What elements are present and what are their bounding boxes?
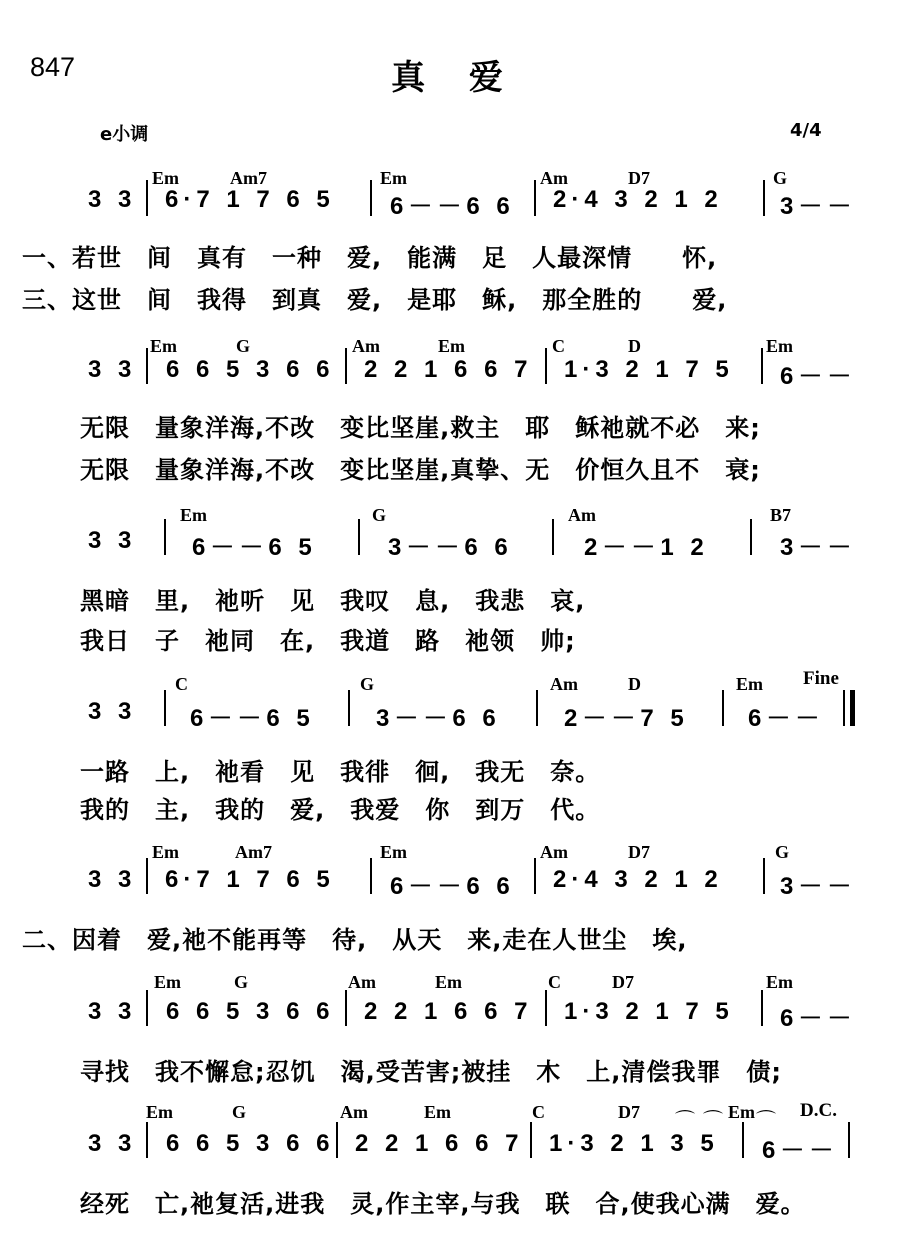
barline (534, 858, 536, 894)
barline (146, 990, 148, 1026)
chord: Am7 (235, 842, 272, 862)
lyric-line: 我日 子 祂同 在, 我道 路 祂领 帅; (80, 627, 576, 655)
measure-notes: 6－－ (762, 1137, 839, 1164)
time-signature: 4/4 (790, 120, 822, 141)
barline (536, 690, 538, 726)
measure-notes: 3－－6 6 (388, 534, 513, 561)
chord: Em (766, 972, 793, 992)
measure-notes: 6－－6 5 (190, 705, 315, 732)
barline (370, 858, 372, 894)
lyric-line: 经死 亡,祂复活,进我 灵,作主宰,与我 联 合,使我心满 爱。 (80, 1190, 806, 1218)
pickup-notes: 3 3 (88, 998, 137, 1025)
chord: Am (348, 972, 376, 992)
key-signature: e小调 (100, 124, 149, 145)
lyric-line: 黑暗 里, 祂听 见 我叹 息, 我悲 哀, (80, 587, 586, 615)
measure-notes: 3－－ (780, 193, 857, 220)
chord: Em (736, 674, 763, 694)
barline (348, 690, 350, 726)
barline (545, 990, 547, 1026)
lyric-line: 二、因着 爱,祂不能再等 待, 从天 来,走在人世尘 埃, (22, 926, 688, 954)
chord: C (548, 972, 561, 992)
pickup-notes: 3 3 (88, 1130, 137, 1157)
chord: D7 (612, 972, 634, 992)
measure-notes: 6－－6 6 (390, 873, 515, 900)
chord: Em (435, 972, 462, 992)
chord: G (236, 336, 251, 356)
final-barline-thick (850, 690, 855, 726)
chord: C (552, 336, 565, 356)
measure-notes: 6－－6 5 (192, 534, 317, 561)
lyric-line: 一路 上, 祂看 见 我徘 徊, 我无 奈。 (80, 758, 601, 786)
barline (146, 348, 148, 384)
page-number: 847 (30, 52, 76, 82)
measure-notes: 2 2 1 6 6 7 (364, 998, 533, 1025)
chord: Em (424, 1102, 451, 1122)
measure-notes: 2 2 1 6 6 7 (355, 1130, 524, 1157)
lyric-line: 无限 量象洋海,不改 变比坚崖,救主 耶 稣祂就不必 来; (80, 414, 761, 442)
end-barline (848, 1122, 850, 1158)
measure-notes: 6 6 5 3 6 6 (166, 998, 335, 1025)
chord: Em (180, 505, 207, 525)
lyric-line: 无限 量象洋海,不改 变比坚崖,真挚、无 价恒久且不 衰; (80, 456, 761, 484)
measure-notes: 2·4 3 2 1 2 (553, 186, 723, 213)
barline (164, 690, 166, 726)
lyric-line: 我的 主, 我的 爱, 我爱 你 到万 代。 (80, 796, 601, 824)
chord: Em (380, 842, 407, 862)
chord: Am (540, 168, 568, 188)
measure-notes: 6 6 5 3 6 6 (166, 356, 335, 383)
measure-notes: 3－－6 6 (376, 705, 501, 732)
barline (146, 1122, 148, 1158)
barline (370, 180, 372, 216)
pickup-notes: 3 3 (88, 356, 137, 383)
barline (761, 348, 763, 384)
chord: Am (568, 505, 596, 525)
measure-notes: 6－－ (748, 705, 825, 732)
barline (534, 180, 536, 216)
fermata-icon: ⌒ (703, 1108, 723, 1132)
chord: D7 (618, 1102, 640, 1122)
barline (345, 348, 347, 384)
measure-notes: 1·3 2 1 3 5 (549, 1130, 719, 1157)
chord: D7 (628, 842, 650, 862)
measure-notes: 3－－ (780, 534, 857, 561)
chord: Em (154, 972, 181, 992)
chord: C (532, 1102, 545, 1122)
chord: Em (438, 336, 465, 356)
barline (750, 519, 752, 555)
chord: G (232, 1102, 247, 1122)
fermata-icon: ⌒ (756, 1108, 776, 1132)
chord: G (372, 505, 387, 525)
lyric-line: 三、这世 间 我得 到真 爱, 是耶 稣, 那全胜的 爱, (22, 286, 728, 314)
chord: Am (550, 674, 578, 694)
chord: Em (152, 842, 179, 862)
lyric-line: 一、若世 间 真有 一种 爱, 能满 足 人最深情 怀, (22, 244, 718, 272)
barline (763, 180, 765, 216)
chord: Am (540, 842, 568, 862)
barline (164, 519, 166, 555)
measure-notes: 2－－1 2 (584, 534, 709, 561)
chord: D (628, 674, 641, 694)
chord: Em (766, 336, 793, 356)
chord: Em (150, 336, 177, 356)
barline (742, 1122, 744, 1158)
barline (545, 348, 547, 384)
chord: D (628, 336, 641, 356)
final-barline-thin (843, 690, 845, 726)
measure-notes: 6－－ (780, 363, 857, 390)
measure-notes: 2 2 1 6 6 7 (364, 356, 533, 383)
barline (763, 858, 765, 894)
barline (530, 1122, 532, 1158)
measure-notes: 6－－ (780, 1005, 857, 1032)
chord: G (360, 674, 375, 694)
chord: C (175, 674, 188, 694)
measure-notes: 1·3 2 1 7 5 (564, 356, 734, 383)
chord: Am (340, 1102, 368, 1122)
chord: Am7 (230, 168, 267, 188)
measure-notes: 6·7 1 7 6 5 (165, 866, 335, 893)
barline (345, 990, 347, 1026)
fermata-icon: ⌒ (675, 1108, 695, 1132)
pickup-notes: 3 3 (88, 698, 137, 725)
chord: G (234, 972, 249, 992)
lyric-line: 寻找 我不懈怠;忍饥 渴,受苦害;被挂 木 上,清偿我罪 债; (80, 1058, 783, 1086)
measure-notes: 6 6 5 3 6 6 (166, 1130, 335, 1157)
chord: Em (380, 168, 407, 188)
pickup-notes: 3 3 (88, 186, 137, 213)
pickup-notes: 3 3 (88, 866, 137, 893)
barline (146, 858, 148, 894)
chord: D7 (628, 168, 650, 188)
fine-marking: Fine (803, 668, 839, 689)
barline (358, 519, 360, 555)
measure-notes: 2－－7 5 (564, 705, 689, 732)
chord: Em (152, 168, 179, 188)
measure-notes: 2·4 3 2 1 2 (553, 866, 723, 893)
pickup-notes: 3 3 (88, 527, 137, 554)
chord: B7 (770, 505, 792, 525)
chord: G (775, 842, 790, 862)
barline (552, 519, 554, 555)
chord: Am (352, 336, 380, 356)
measure-notes: 1·3 2 1 7 5 (564, 998, 734, 1025)
chord: Em (146, 1102, 173, 1122)
measure-notes: 6·7 1 7 6 5 (165, 186, 335, 213)
chord: G (773, 168, 788, 188)
barline (722, 690, 724, 726)
barline (761, 990, 763, 1026)
barline (146, 180, 148, 216)
measure-notes: 3－－ (780, 873, 857, 900)
barline (336, 1122, 338, 1158)
song-title: 真 爱 (391, 58, 519, 98)
measure-notes: 6－－6 6 (390, 193, 515, 220)
chord: Em (728, 1102, 755, 1122)
dc-marking: D.C. (800, 1100, 837, 1121)
